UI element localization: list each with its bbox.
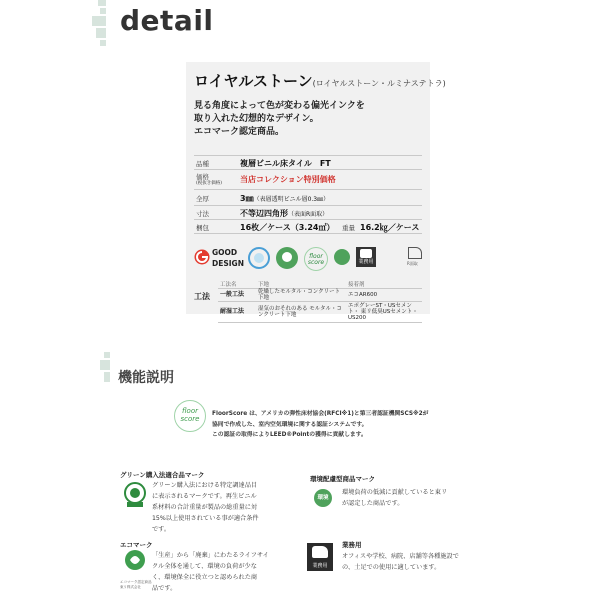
eco-mark-logo-icon bbox=[122, 549, 148, 579]
spec-value: 不等辺四角形 bbox=[240, 209, 288, 218]
description-line: 取り入れた幻想的なデザイン。 bbox=[194, 114, 319, 124]
eco-mark-icon bbox=[276, 247, 298, 269]
spec-row bbox=[194, 205, 422, 219]
spec-value-sub: （表層透明ビニル層0.3㎜） bbox=[253, 196, 330, 203]
environment-mark-icon: 環境 bbox=[314, 489, 332, 507]
description-line: エコマーク認定商品。 bbox=[194, 127, 285, 137]
page-title: detail bbox=[120, 4, 214, 37]
r-chamfer-label: R面取 bbox=[407, 261, 418, 266]
spec-key: 重量 bbox=[342, 224, 355, 232]
floorscore-description: FloorScore は、アメリカの弾性床材協会(RFCI※1)と第三者認証機関SCS※2が 協同で作成した、室内空気環境に関する認証システムです。 この認証の取得によりLEED®Pointの獲得に貢献します。 bbox=[212, 411, 429, 438]
product-name: ロイヤルストーン bbox=[194, 72, 313, 90]
eco-mark-description: 「生産」から「廃棄」にわたるライフサイ クル全体を通して、環境の負荷が少な く、環境保全に役立つと認められた商 品です。 bbox=[152, 552, 269, 592]
method-row: 一般工法 乾燥したモルタル・コンクリート下地 エコAR600 bbox=[218, 289, 422, 302]
business-use-description: オフィスや学校、病院、店舗等各種施設で の、土足での使用に適しています。 bbox=[342, 553, 459, 571]
spec-key-sub: (税抜き価格) bbox=[196, 181, 223, 186]
spec-key: 寸法 bbox=[196, 210, 209, 218]
business-use-mark-icon: 業務用 bbox=[307, 543, 333, 571]
spec-row bbox=[194, 219, 422, 234]
spec-value: 16枚／ケース（3.24㎡） bbox=[240, 223, 335, 232]
method-row: 耐湿工法 湿気のおそれのある モルタル・コンクリート下地 エポグレーST・USセメント・ 東リ低臭USセメント・US200 bbox=[218, 302, 422, 323]
method-label: 工法 bbox=[194, 292, 210, 301]
spec-row bbox=[194, 155, 422, 169]
good-design-text: GOOD DESIGN bbox=[212, 248, 244, 268]
eco-mark-title: エコマーク bbox=[120, 541, 153, 549]
method-header: 工法名 bbox=[218, 279, 256, 289]
description-line: 見る角度によって色が変わる偏光インクを bbox=[194, 101, 365, 111]
product-description bbox=[194, 100, 424, 139]
spec-key: 品種 bbox=[196, 160, 209, 168]
green-purchase-icon bbox=[248, 247, 270, 269]
floorscore-logo-icon: floor score bbox=[174, 400, 206, 432]
spec-row bbox=[194, 169, 422, 189]
r-chamfer-icon bbox=[408, 247, 422, 259]
method-header: 下地 bbox=[256, 279, 346, 289]
spec-value: 複層ビニル床タイル FT bbox=[240, 159, 331, 168]
method-table bbox=[218, 279, 422, 323]
spec-value: 3㎜ bbox=[240, 194, 254, 203]
spec-key: 梱包 bbox=[196, 224, 209, 232]
function-section-title: 機能説明 bbox=[118, 370, 174, 386]
green-purchase-mark-icon bbox=[124, 482, 146, 508]
product-name-sub: (ロイヤルストーン・ルミナステトラ) bbox=[312, 79, 446, 88]
certification-logos bbox=[194, 247, 424, 283]
spec-row bbox=[194, 189, 422, 205]
section-decoration bbox=[100, 352, 112, 384]
business-use-title: 業務用 bbox=[342, 541, 362, 549]
spec-key: 価格 bbox=[196, 173, 209, 181]
environment-description: 環境負荷の低減に貢献していると東リ が認定した商品です。 bbox=[342, 489, 448, 507]
environment-title: 環境配慮型商品マーク bbox=[310, 475, 375, 483]
green-purchase-title: グリーン購入法適合品マーク bbox=[120, 471, 205, 479]
business-use-icon: 業務用 bbox=[356, 247, 376, 267]
spec-key: 全厚 bbox=[196, 195, 209, 203]
price-value: 当店コレクション特別価格 bbox=[240, 175, 336, 184]
spec-table bbox=[194, 155, 422, 234]
product-card bbox=[186, 62, 446, 321]
eco-mark-caption: エコマーク認定商品 東リ株式会社 bbox=[120, 580, 152, 589]
method-header: 接着剤 bbox=[346, 279, 422, 289]
floorscore-icon: floor score bbox=[304, 247, 328, 271]
spec-value: 16.2㎏／ケース bbox=[360, 223, 420, 232]
spec-value-sub: （表面R面取） bbox=[288, 211, 329, 218]
product-title bbox=[194, 70, 446, 91]
header-decoration bbox=[92, 0, 114, 48]
green-purchase-description: グリーン購入法における特定調達品目 に表示されるマークです。再生ビニル 系材料の合計重量が製品の総重量に対 15%以上使用されている事が適合条件 です。 bbox=[152, 482, 259, 533]
good-design-icon bbox=[194, 249, 210, 265]
environment-icon bbox=[334, 249, 350, 265]
